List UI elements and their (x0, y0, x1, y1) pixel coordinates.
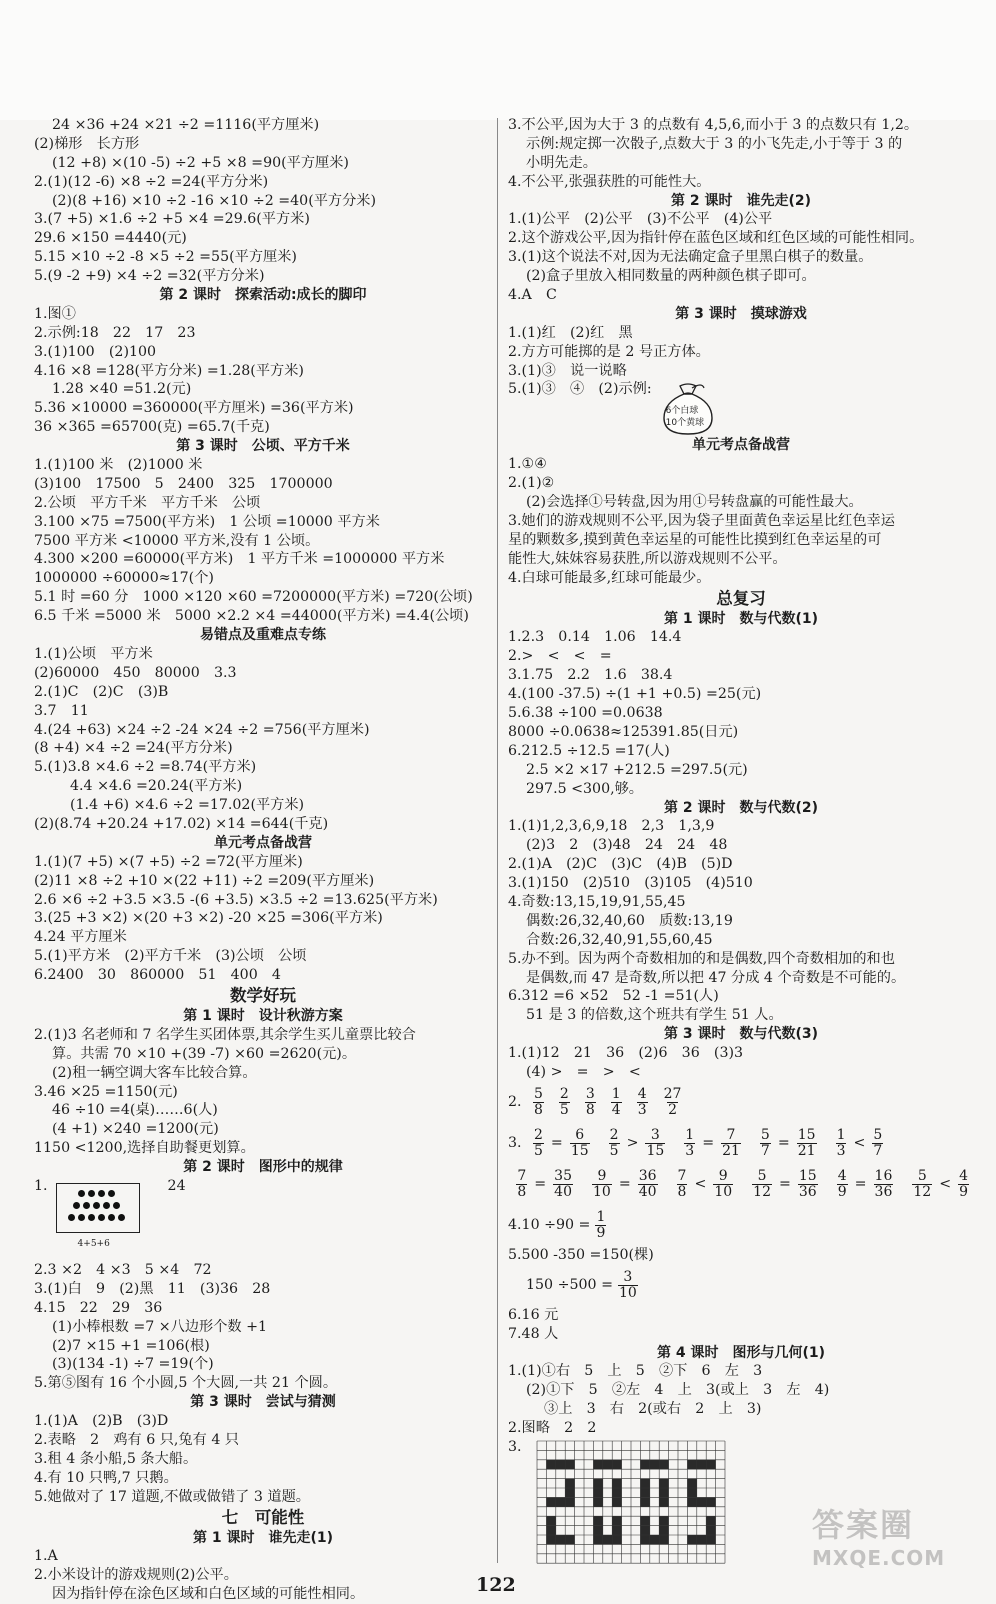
denominator: 5 (609, 1142, 619, 1159)
dot (113, 1202, 120, 1209)
fraction (872, 1128, 883, 1159)
answer-line: (2)盒子里放入相同数量的两种颜色棋子即可。 (526, 268, 816, 285)
bag-label: 6个白球 (665, 406, 699, 417)
answer-line: 7500 平方米 <10000 平方米,没有 1 公顷。 (34, 532, 320, 549)
question-number: 2. (508, 1093, 522, 1110)
section-heading: 数学好玩 (230, 985, 296, 1005)
dot (98, 1190, 105, 1197)
answer-line: 3.7 11 (34, 702, 89, 719)
answer-line: 4.(100 -37.5) ÷(1 +1 +0.5) =25(元) (508, 686, 762, 703)
denominator: 8 (534, 1101, 543, 1118)
denominator: 3 (836, 1142, 846, 1159)
numerator: 5 (873, 1126, 883, 1143)
numerator: 5 (757, 1167, 767, 1184)
answer-line: 2.(1)(12 -6) ×8 ÷2 =24(平方分米) (34, 173, 269, 190)
fraction-row (508, 1082, 974, 1123)
answer-line: 星的颗数多,摸到黄色幸运星的可能性比摸到红色幸运星的可 (508, 531, 882, 548)
answer-line: 3.(7 +5) ×1.6 ÷2 +5 ×4 =29.6(平方米) (34, 211, 310, 228)
answer-line: 2.小米设计的游戏规则(2)公平。 (34, 1567, 238, 1584)
answer-line: 5.她做对了 17 道题,不做或做错了 3 道题。 (34, 1488, 310, 1505)
numerator: 1 (611, 1085, 621, 1102)
answer-line: 3.(25 +3 ×2) ×(20 +3 ×2) -20 ×25 =306(平方米) (34, 910, 383, 927)
bag-label: 10个黄球 (665, 418, 705, 429)
answer-line: 2.(1)3 名老师和 7 名学生买团体票,其余学生买儿童票比较合 (34, 1026, 416, 1043)
answer-line: 1.(1)1,2,3,6,9,18 2,3 1,3,9 (508, 818, 715, 835)
denominator: 8 (585, 1101, 595, 1118)
comparison-sign: = (702, 1134, 715, 1151)
answer-line: 5.6.38 ÷100 =0.0638 (508, 705, 663, 722)
answer-line: 2.6 ×6 ÷2 +3.5 ×3.5 -(6 +3.5) ×3.5 ÷2 =13.625(平方米) (34, 891, 438, 908)
lesson-heading: 第 2 课时 图形中的规律 (183, 1159, 343, 1176)
lesson-heading: 易错点及重难点专练 (200, 627, 326, 644)
numerator: 9 (597, 1167, 607, 1184)
lesson-heading: 第 2 课时 谁先走(2) (670, 192, 812, 209)
answer-line: (2)11 ×8 ÷2 +10 ×(22 +11) ÷2 =209(平方厘米) (34, 872, 375, 889)
answer-line: ③上 3 右 2(或右 2 上 3) (544, 1401, 762, 1418)
answer-line: 1.(1)12 21 36 (2)6 36 (3)3 (508, 1045, 744, 1062)
fraction (559, 1087, 570, 1118)
fraction-row (508, 1205, 974, 1246)
answer-line: (1.4 +6) ×4.6 ÷2 =17.02(平方米) (70, 797, 305, 814)
answer-line: 1.(1)(7 +5) ×(7 +5) ÷2 =72(平方厘米) (34, 853, 303, 870)
fraction (752, 1169, 772, 1200)
denominator: 9 (837, 1183, 847, 1200)
answer-line: 6.5 千米 =5000 米 5000 ×2.2 ×4 =44000(平方米) =4.4(公顷) (34, 608, 469, 625)
answer-line: 1.①④ (508, 456, 547, 473)
watermark-line1: 答案圈 (812, 1506, 915, 1544)
question-number: 3. (508, 1438, 522, 1455)
numerator: 9 (718, 1167, 728, 1184)
answer-line: 5.(9 -2 +9) ×4 ÷2 =32(平方分米) (34, 268, 265, 285)
denominator: 3 (685, 1142, 695, 1159)
answer-line: 1.A (34, 1548, 58, 1565)
answer-line: 4.白球可能最多,红球可能最少。 (508, 569, 711, 586)
fraction-row (508, 1265, 974, 1306)
numerator: 3 (623, 1268, 633, 1285)
ball-bag-row (508, 380, 974, 436)
answer-line: (2)梯形 长方形 (34, 135, 140, 152)
numerator: 7 (726, 1126, 736, 1143)
fraction (516, 1169, 527, 1200)
numerator: 35 (554, 1167, 572, 1184)
comparison-sign: < (939, 1175, 952, 1192)
answer-line: 2.(1)A (2)C (3)C (4)B (5)D (508, 856, 733, 873)
answer-line: 3.(1)100 (2)100 (34, 343, 157, 360)
answer-text: 24 (167, 1177, 186, 1194)
comparison-sign: = (777, 1134, 790, 1151)
fraction-row (508, 1164, 974, 1205)
fraction (618, 1270, 638, 1301)
answer-line: 7.48 人 (508, 1325, 559, 1342)
denominator: 2 (668, 1101, 677, 1118)
fraction (760, 1128, 771, 1159)
answer-line: 1.(1)100 米 (2)1000 米 (34, 457, 203, 474)
numerator: 1 (836, 1126, 846, 1143)
fraction (958, 1169, 969, 1200)
answer-line: 1.(1)①右 5 上 5 ②下 6 左 3 (508, 1363, 763, 1380)
denominator: 15 (646, 1142, 665, 1159)
answer-line: 示例:规定掷一次骰子,点数大于 3 的小飞先走,小于等于 3 的 (526, 135, 903, 152)
answer-line: 2.表略 2 鸡有 6 只,兔有 4 只 (34, 1432, 240, 1448)
answer-line: 能性大,妹妹容易获胜,所以游戏规则不公平。 (508, 550, 787, 567)
fraction (797, 1128, 817, 1159)
fraction (533, 1128, 544, 1159)
denominator: 3 (637, 1101, 647, 1118)
fraction (553, 1169, 573, 1200)
denominator: 10 (618, 1284, 637, 1301)
numerator: 4 (959, 1167, 968, 1184)
page-top-band (0, 0, 996, 120)
numerator: 36 (638, 1167, 657, 1184)
answer-line: 6.2400 30 860000 51 400 4 (34, 967, 281, 984)
fraction (684, 1128, 695, 1159)
dot-pattern-figure (56, 1183, 140, 1233)
fraction (836, 1128, 847, 1159)
numerator: 15 (798, 1167, 817, 1184)
dot (68, 1214, 75, 1221)
answer-line: 2.(1)② (508, 475, 555, 492)
answer-line: 偶数:26,32,40,60 质数:13,19 (526, 912, 733, 929)
dot (93, 1202, 100, 1209)
answer-line: 合数:26,32,40,91,55,60,45 (526, 931, 713, 948)
dot (108, 1214, 115, 1221)
answer-line: (2)60000 450 80000 3.3 (34, 664, 237, 681)
answer-line: 8000 ÷0.0638≈125391.85(日元) (508, 723, 739, 740)
comparison-sign: < (694, 1175, 707, 1192)
denominator: 8 (677, 1183, 687, 1200)
numerator: 3 (585, 1085, 595, 1102)
answer-line: (3)100 17500 5 2400 325 1700000 (34, 475, 333, 492)
denominator: 40 (638, 1183, 657, 1200)
lesson-heading: 第 3 课时 公顷、平方千米 (176, 438, 350, 455)
lesson-heading: 第 2 课时 数与代数(2) (663, 799, 819, 816)
lesson-heading: 第 1 课时 设计秋游方案 (183, 1007, 343, 1024)
numerator: 2 (609, 1126, 619, 1143)
denominator: 12 (913, 1183, 932, 1200)
denominator: 4 (611, 1101, 621, 1118)
answer-line: 4.(24 +63) ×24 ÷2 -24 ×24 ÷2 =756(平方厘米) (34, 721, 370, 738)
fraction (912, 1169, 932, 1200)
answer-line: 5.(1)③ ④ (2)示例: (508, 381, 652, 398)
fraction (533, 1087, 544, 1118)
numerator: 7 (517, 1167, 527, 1184)
fraction-row (508, 1123, 974, 1164)
dot (98, 1214, 105, 1221)
answer-line: 29.6 ×150 =4440(元) (34, 230, 187, 247)
answer-line: 3.(1)白 9 (2)黑 11 (3)36 28 (34, 1280, 271, 1297)
answer-line: 3.100 ×75 =7500(平方米) 1 公顷 =10000 平方米 (34, 513, 380, 530)
fraction (713, 1169, 733, 1200)
section-heading: 总复习 (716, 588, 766, 608)
lesson-heading: 单元考点备战营 (214, 834, 312, 851)
fraction (637, 1087, 648, 1118)
answer-line: 3.1.75 2.2 1.6 38.4 (508, 667, 673, 684)
dot (78, 1214, 85, 1221)
answer-line: 2.5 ×2 ×17 +212.5 =297.5(元) (526, 761, 748, 778)
comparison-sign: < (853, 1134, 866, 1151)
answer-line: 5.办不到。因为两个奇数相加的和是偶数,四个奇数相加的和也 (508, 950, 895, 967)
numerator: 27 (663, 1085, 682, 1102)
answer-line: 3.(1)③ 说一说略 (508, 362, 627, 379)
denominator: 36 (798, 1183, 817, 1200)
left-column (34, 116, 492, 1604)
denominator: 7 (873, 1142, 883, 1159)
fraction (837, 1169, 848, 1200)
numerator: 4 (637, 1085, 647, 1102)
answer-line: 6.312 =6 ×52 52 -1 =51(人) (508, 988, 719, 1005)
answer-line: (1)小棒根数 =7 ×八边形个数 +1 (52, 1318, 268, 1335)
denominator: 21 (722, 1142, 740, 1159)
answer-line: 4.24 平方厘米 (34, 929, 127, 946)
answer-line: 297.5 <300,够。 (526, 780, 643, 797)
lesson-heading: 第 4 课时 图形与几何(1) (656, 1344, 826, 1361)
answer-line: 3.租 4 条小船,5 条大船。 (34, 1450, 198, 1467)
answer-line: (2)(8 +16) ×10 ÷2 -16 ×10 ÷2 =40(平方分米) (52, 192, 377, 209)
fraction (677, 1169, 688, 1200)
denominator: 5 (559, 1101, 569, 1118)
answer-line: (2)7 ×15 +1 =106(根) (52, 1337, 210, 1354)
answer-line: 150 ÷500 = (526, 1276, 613, 1293)
answer-line: 小明先走。 (526, 154, 597, 171)
answer-line: (2)租一辆空调大客车比较合算。 (52, 1064, 257, 1081)
denominator: 7 (760, 1142, 770, 1159)
numerator: 15 (797, 1126, 816, 1143)
numerator: 16 (874, 1167, 893, 1184)
answer-line: (2)会选择①号转盘,因为用①号转盘赢的可能性最大。 (526, 494, 863, 511)
numerator: 2 (559, 1085, 569, 1102)
answer-line: (3)(134 -1) ÷7 =19(个) (52, 1356, 214, 1373)
lesson-heading: 第 3 课时 摸球游戏 (675, 305, 807, 322)
answer-line: 1.2.3 0.14 1.06 14.4 (508, 629, 682, 646)
answer-line: 1.图① (34, 305, 76, 322)
answer-line: 46 ÷10 =4(桌)……6(人) (52, 1102, 218, 1119)
answer-line: 4.15 22 29 36 (34, 1299, 163, 1316)
fraction (609, 1128, 620, 1159)
answer-line: 3.不公平,因为大于 3 的点数有 4,5,6,而小于 3 的点数只有 1,2。 (508, 117, 919, 133)
answer-line: (2)3 2 (3)48 24 24 48 (526, 837, 728, 854)
answer-line: 2.> < < = (508, 648, 612, 665)
answer-line: 4.10 ÷90 = (508, 1216, 591, 1233)
fraction (570, 1128, 590, 1159)
numerator: 5 (917, 1167, 927, 1184)
answer-line: 51 是 3 的倍数,这个班共有学生 51 人。 (526, 1007, 783, 1024)
answer-line: 36 ×365 =65700(克) =65.7(千克) (34, 419, 270, 436)
comparison-sign: > (626, 1134, 639, 1151)
section-heading: 七 可能性 (221, 1507, 305, 1527)
grid-2005-figure (536, 1440, 726, 1570)
answer-line: 2.图略 2 2 (508, 1420, 597, 1437)
denominator: 9 (596, 1224, 606, 1241)
lesson-heading: 第 3 课时 数与代数(3) (663, 1026, 819, 1043)
denominator: 5 (534, 1142, 543, 1159)
denominator: 36 (874, 1183, 893, 1200)
answer-line: 4.不公平,张强获胜的可能性大。 (508, 173, 711, 190)
fraction (595, 1210, 606, 1241)
answer-line: (2)①下 5 ②左 4 上 3(或上 3 左 4) (526, 1382, 830, 1399)
denominator: 10 (592, 1183, 611, 1200)
numerator: 5 (534, 1085, 543, 1102)
numerator: 4 (837, 1167, 847, 1184)
answer-line: 4.16 ×8 =128(平方分米) =1.28(平方米) (34, 362, 304, 379)
fraction (585, 1087, 596, 1118)
answer-line: (4) > = > < (526, 1063, 641, 1080)
answer-line: 4.有 10 只鸭,7 只鹅。 (34, 1469, 178, 1486)
column-divider (497, 118, 498, 1563)
watermark-line2: MXQE.COM (812, 1546, 946, 1570)
answer-line: 6.212.5 ÷12.5 =17(人) (508, 742, 670, 759)
watermark-logo (812, 1500, 990, 1596)
answer-line: 4.300 ×200 =60000(平方米) 1 平方千米 =1000000 平方米 (34, 551, 445, 568)
dot (88, 1190, 95, 1197)
denominator: 15 (570, 1142, 589, 1159)
fraction (592, 1169, 612, 1200)
lesson-heading: 第 1 课时 数与代数(1) (663, 610, 819, 627)
answer-line: 3.她们的游戏规则不公平,因为袋子里面黄色幸运星比红色幸运 (508, 513, 895, 530)
answer-line: 4.奇数:13,15,19,91,55,45 (508, 893, 686, 910)
answer-line: 1150 <1200,选择自助餐更划算。 (34, 1140, 255, 1157)
answer-line: 2.公顷 平方千米 平方千米 公顷 (34, 494, 261, 511)
figure-caption: 4+5+6 (77, 1238, 110, 1249)
pattern-figure-row (34, 1177, 492, 1261)
denominator: 21 (797, 1142, 816, 1159)
fraction (874, 1169, 894, 1200)
lesson-heading: 第 3 课时 尝试与猜测 (190, 1394, 336, 1411)
answer-line: 2.(1)C (2)C (3)B (34, 683, 169, 700)
answer-line: 1000000 ÷60000≈17(个) (34, 570, 214, 587)
answer-line: 5.(1)平方米 (2)平方千米 (3)公顷 公顷 (34, 948, 307, 965)
comparison-sign: = (854, 1175, 867, 1192)
dot (88, 1214, 95, 1221)
answer-line: 因为指针停在涂色区域和白色区域的可能性相同。 (52, 1586, 365, 1603)
fraction (721, 1128, 741, 1159)
numerator: 1 (685, 1126, 695, 1143)
denominator: 9 (959, 1183, 968, 1200)
lesson-heading: 单元考点备战营 (692, 437, 790, 454)
fraction (645, 1128, 665, 1159)
dot (118, 1214, 125, 1221)
comparison-sign: = (779, 1175, 791, 1192)
comparison-sign: = (534, 1175, 547, 1192)
answer-line: 1.28 ×40 =51.2(元) (52, 381, 192, 398)
numerator: 2 (534, 1126, 543, 1143)
dot (78, 1190, 85, 1197)
denominator: 8 (517, 1183, 527, 1200)
answer-line: 算。共需 70 ×10 +(39 -7) ×60 =2620(元)。 (52, 1045, 357, 1062)
answer-line: 5.36 ×10000 =360000(平方厘米) =36(平方米) (34, 400, 354, 417)
answer-line: 3.(1)这个说法不对,因为无法确定盒子里黑白棋子的数量。 (508, 249, 873, 266)
comparison-sign: = (550, 1134, 563, 1151)
fraction (638, 1169, 658, 1200)
answer-line: 4.4 ×4.6 =20.24(平方米) (70, 778, 243, 795)
answer-line: 3.(1)150 (2)510 (3)105 (4)510 (508, 875, 753, 892)
answer-line: (2)(8.74 +20.24 +17.02) ×14 =644(千克) (34, 815, 329, 832)
fraction (663, 1087, 683, 1118)
denominator: 12 (753, 1183, 771, 1200)
question-number: 1. (34, 1177, 48, 1194)
numerator: 6 (575, 1126, 585, 1143)
dot (83, 1202, 90, 1209)
answer-line: (4 +1) ×240 =1200(元) (52, 1121, 219, 1138)
comparison-sign: = (618, 1175, 631, 1192)
fraction (611, 1087, 622, 1118)
dot (73, 1202, 80, 1209)
denominator: 10 (714, 1183, 733, 1200)
answer-line: 2.方方可能掷的是 2 号正方体。 (508, 343, 710, 360)
answer-line: 6.16 元 (508, 1306, 559, 1323)
dot (108, 1190, 115, 1197)
numerator: 1 (596, 1208, 606, 1225)
lesson-heading: 第 2 课时 探索活动:成长的脚印 (159, 287, 367, 304)
answer-line: 1.(1)公平 (2)公平 (3)不公平 (4)公平 (508, 211, 773, 228)
answer-line: 24 ×36 +24 ×21 ÷2 =1116(平方厘米) (52, 117, 320, 133)
answer-line: 3.46 ×25 =1150(元) (34, 1083, 178, 1100)
numerator: 7 (677, 1167, 687, 1184)
ball-bag-icon (658, 380, 718, 436)
answer-line: 5.500 -350 =150(棵) (508, 1246, 654, 1263)
answer-line: (12 +8) ×(10 -5) ÷2 +5 ×8 =90(平方厘米) (52, 154, 349, 171)
fraction (798, 1169, 818, 1200)
numerator: 3 (650, 1126, 660, 1143)
lesson-heading: 第 1 课时 谁先走(1) (192, 1529, 334, 1546)
denominator: 40 (554, 1183, 572, 1200)
page-number: 122 (476, 1574, 516, 1596)
answer-line: 5.15 ×10 ÷2 -8 ×5 ÷2 =55(平方厘米) (34, 249, 297, 266)
dot (103, 1202, 110, 1209)
answer-line: 5.(1)3.8 ×4.6 ÷2 =8.74(平方米) (34, 759, 257, 776)
answer-line: 5.第⑤图有 16 个小圆,5 个大圆,一共 21 个圆。 (34, 1375, 338, 1392)
answer-line: 1.(1)红 (2)红 黑 (508, 324, 633, 341)
answer-line: 是偶数,而 47 是奇数,所以把 47 分成 4 个奇数是不可能的。 (526, 969, 906, 986)
answer-line: 2.这个游戏公平,因为指针停在蓝色区域和红色区域的可能性相同。 (508, 230, 924, 247)
answer-line: 2.示例:18 22 17 23 (34, 324, 196, 341)
answer-line: 4.A C (508, 287, 557, 304)
answer-line: 1.(1)公顷 平方米 (34, 645, 153, 662)
question-number: 3. (508, 1134, 522, 1151)
answer-line: (8 +4) ×4 ÷2 =24(平方分米) (34, 740, 233, 757)
right-column (508, 116, 974, 1588)
answer-line: 2.3 ×2 4 ×3 5 ×4 72 (34, 1261, 212, 1278)
numerator: 5 (760, 1126, 770, 1143)
answer-line: 1.(1)A (2)B (3)D (34, 1413, 169, 1430)
answer-line: 5.1 时 =60 分 1000 ×120 ×60 =7200000(平方米) =720(公顷) (34, 589, 473, 606)
